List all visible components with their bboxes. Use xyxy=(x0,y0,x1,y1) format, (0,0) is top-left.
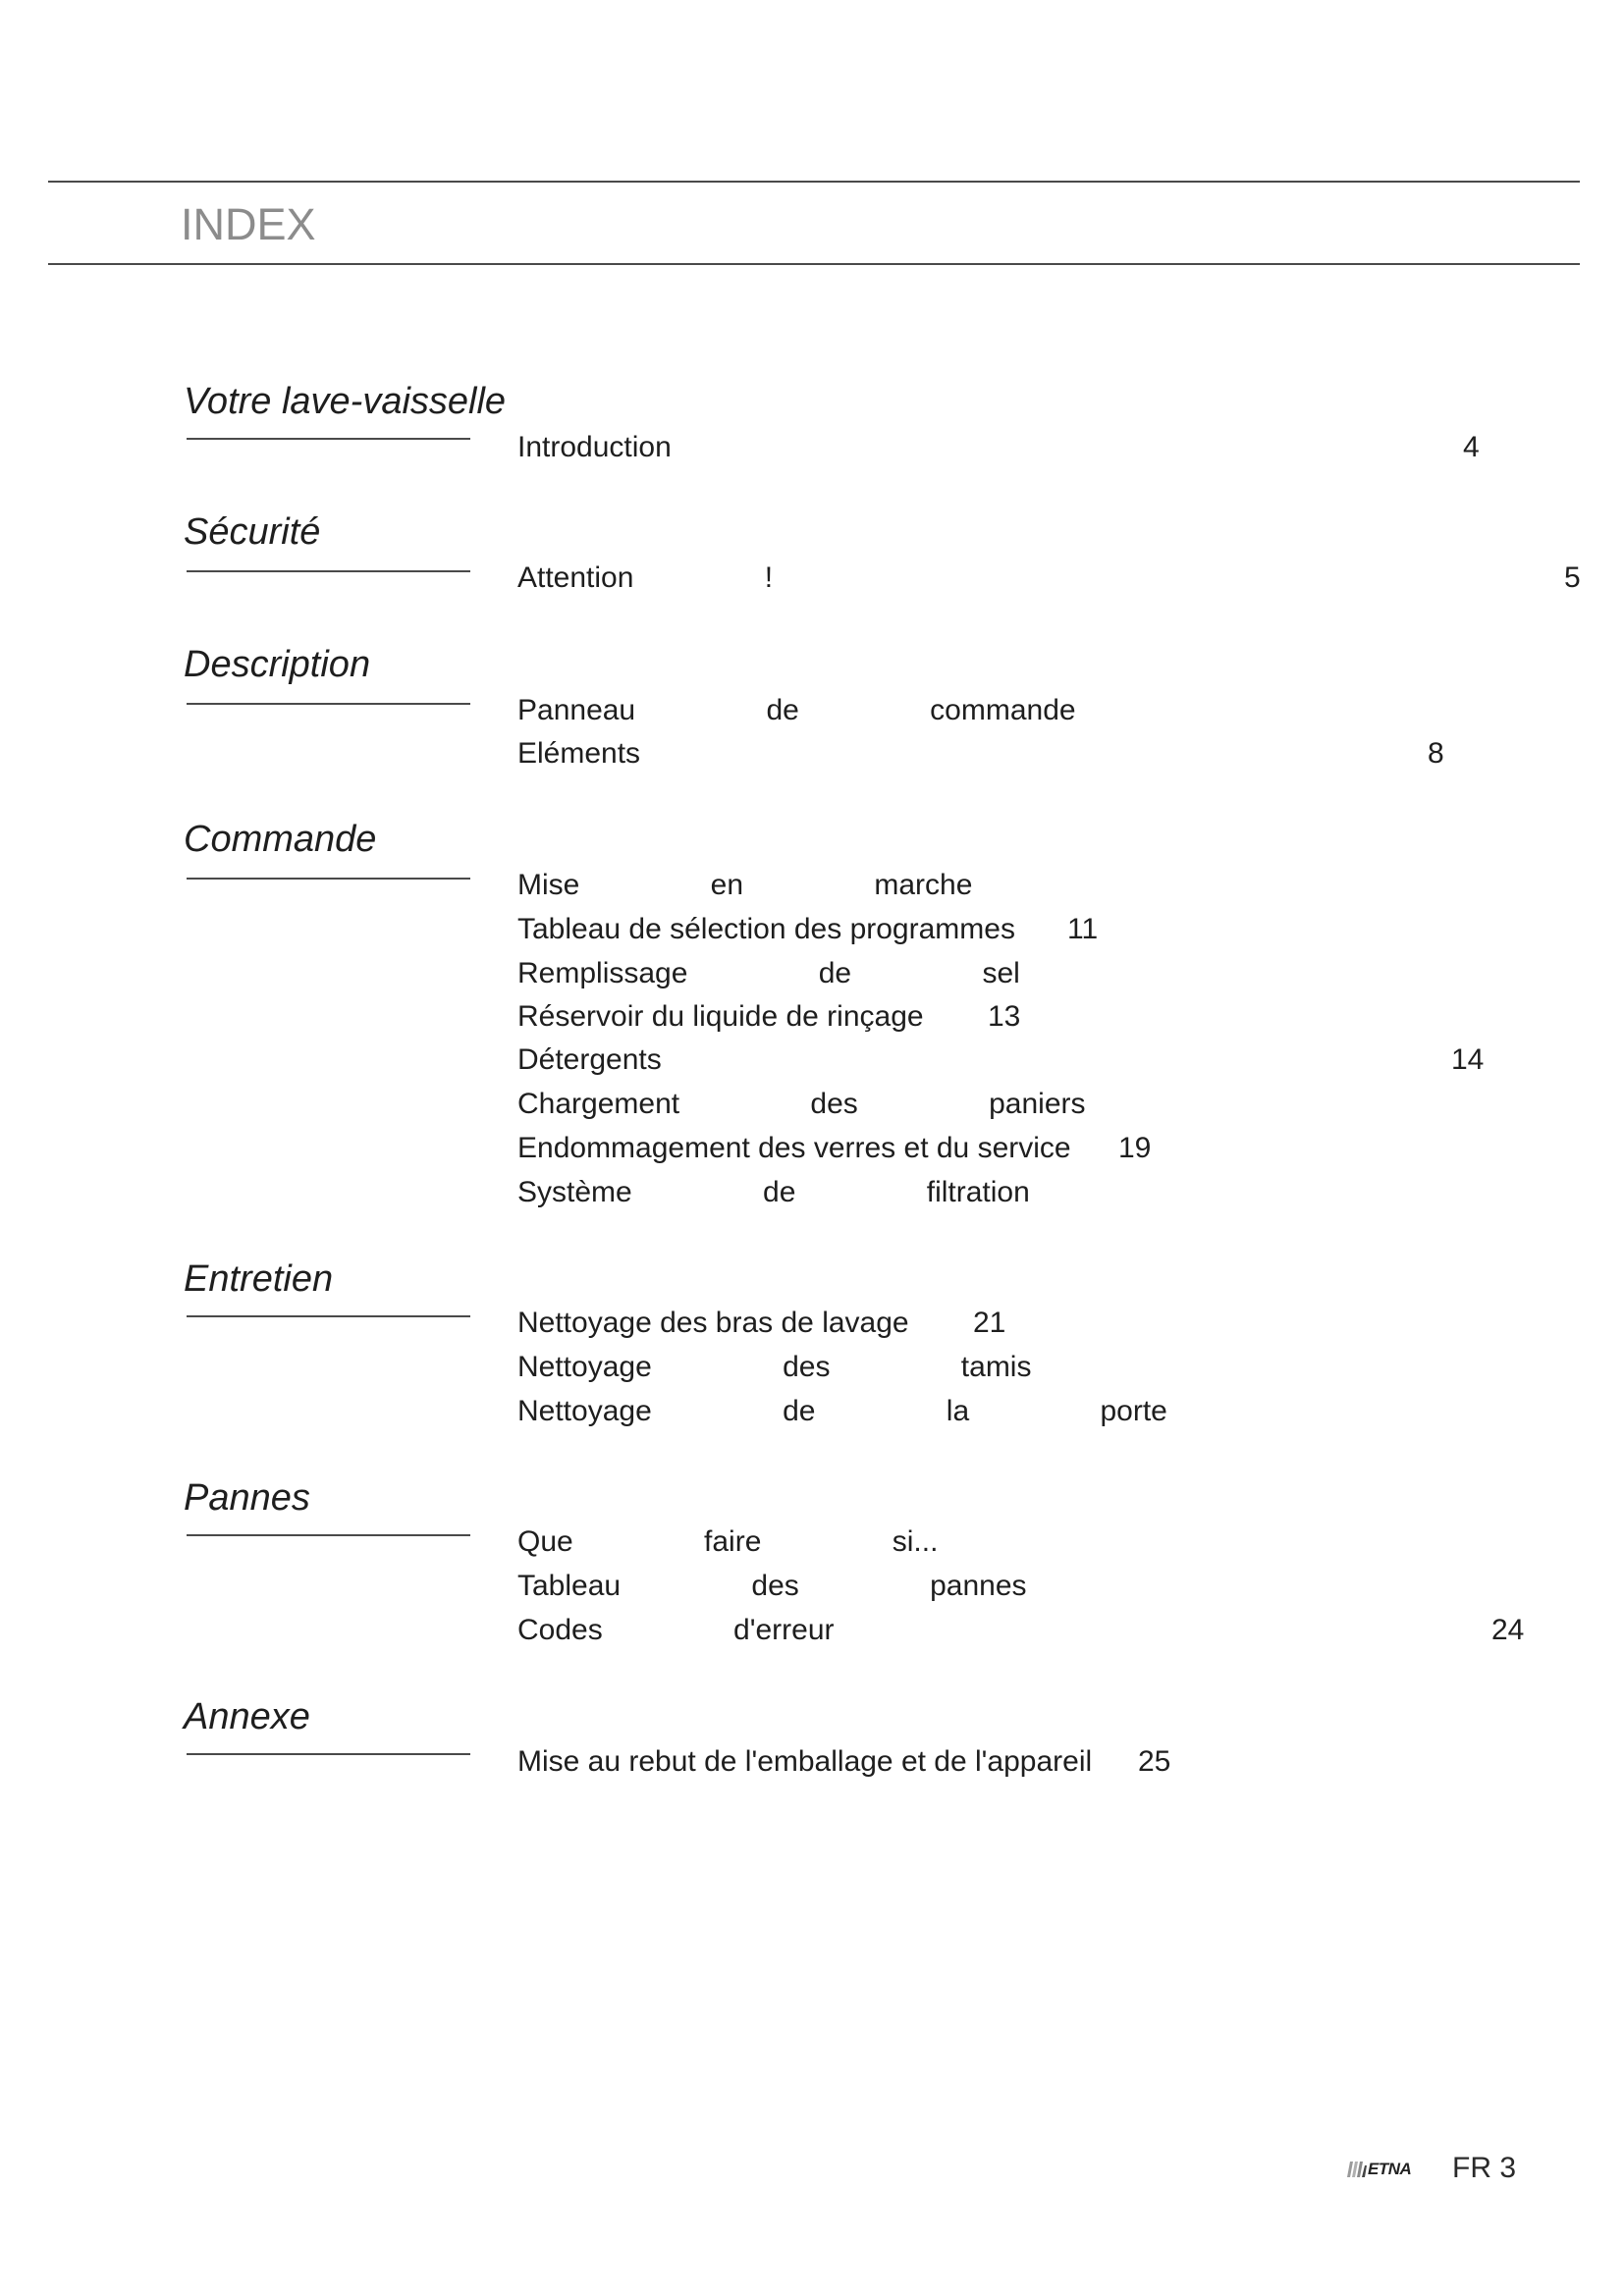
etna-logo-icon xyxy=(1345,2162,1367,2177)
toc-entry-page: 13 xyxy=(988,1000,1021,1033)
toc-entry-page: 4 xyxy=(1463,431,1480,463)
toc-entry-label: Introduction xyxy=(517,431,672,463)
toc-entry-label: Réservoir du liquide de rinçage xyxy=(517,1000,924,1033)
toc-entry-page: 19 xyxy=(1118,1132,1152,1164)
toc-entry-label: Que faire si... xyxy=(517,1525,939,1558)
toc-entry-page: 24 xyxy=(1491,1614,1525,1646)
toc-entry-label: Nettoyage des bras de lavage xyxy=(517,1307,909,1339)
toc-entry-label: Remplissage de sel xyxy=(517,957,1020,989)
toc-entry-label: Attention ! xyxy=(517,561,774,594)
header-rule-top xyxy=(48,181,1580,183)
toc-entry-label: Nettoyage des tamis xyxy=(517,1351,1032,1383)
toc-entry-page: 21 xyxy=(973,1307,1006,1339)
toc-entry-page: 14 xyxy=(1451,1043,1485,1076)
section-rule xyxy=(187,1315,470,1317)
toc-entry-page: 5 xyxy=(1564,561,1581,594)
section-heading: Pannes xyxy=(184,1477,310,1519)
header-rule-bottom xyxy=(48,263,1580,265)
toc-entry-label: Nettoyage de la porte xyxy=(517,1395,1167,1427)
toc-entry-label: Endommagement des verres et du service xyxy=(517,1132,1071,1164)
toc-entry-label: Détergents xyxy=(517,1043,662,1076)
section-heading: Sécurité xyxy=(184,511,321,553)
etna-logo-text: ETNA xyxy=(1368,2160,1412,2178)
section-rule xyxy=(187,1534,470,1536)
page-title: INDEX xyxy=(181,199,316,249)
toc-entry-page: 11 xyxy=(1067,913,1099,945)
toc-entry-label: Panneau de commande xyxy=(517,694,1076,726)
section-heading: Description xyxy=(184,644,371,685)
section-heading: Votre lave-vaisselle xyxy=(184,381,507,422)
section-rule xyxy=(187,878,470,880)
section-rule xyxy=(187,1753,470,1755)
toc-entry-label: Tableau de sélection des programmes xyxy=(517,913,1015,945)
etna-logo xyxy=(1345,2160,1411,2179)
toc-entry-label: Mise en marche xyxy=(517,869,973,901)
toc-entry-label: Codes d'erreur xyxy=(517,1614,835,1646)
section-heading: Annexe xyxy=(184,1696,310,1737)
toc-entry-label: Chargement des paniers xyxy=(517,1088,1086,1120)
toc-entry-label: Système de filtration xyxy=(517,1176,1030,1208)
section-heading: Entretien xyxy=(184,1258,334,1300)
section-heading: Commande xyxy=(184,819,377,860)
section-rule xyxy=(187,703,470,705)
toc-entry-label: Eléments xyxy=(517,737,641,770)
toc-entry-label: Mise au rebut de l'emballage et de l'appareil xyxy=(517,1745,1093,1778)
section-rule xyxy=(187,570,470,572)
toc-entry-page: 25 xyxy=(1138,1745,1171,1778)
page-number: FR 3 xyxy=(1452,2152,1517,2184)
toc-entry-page: 8 xyxy=(1428,737,1444,770)
toc-entry-label: Tableau des pannes xyxy=(517,1570,1027,1602)
section-rule xyxy=(187,438,470,440)
